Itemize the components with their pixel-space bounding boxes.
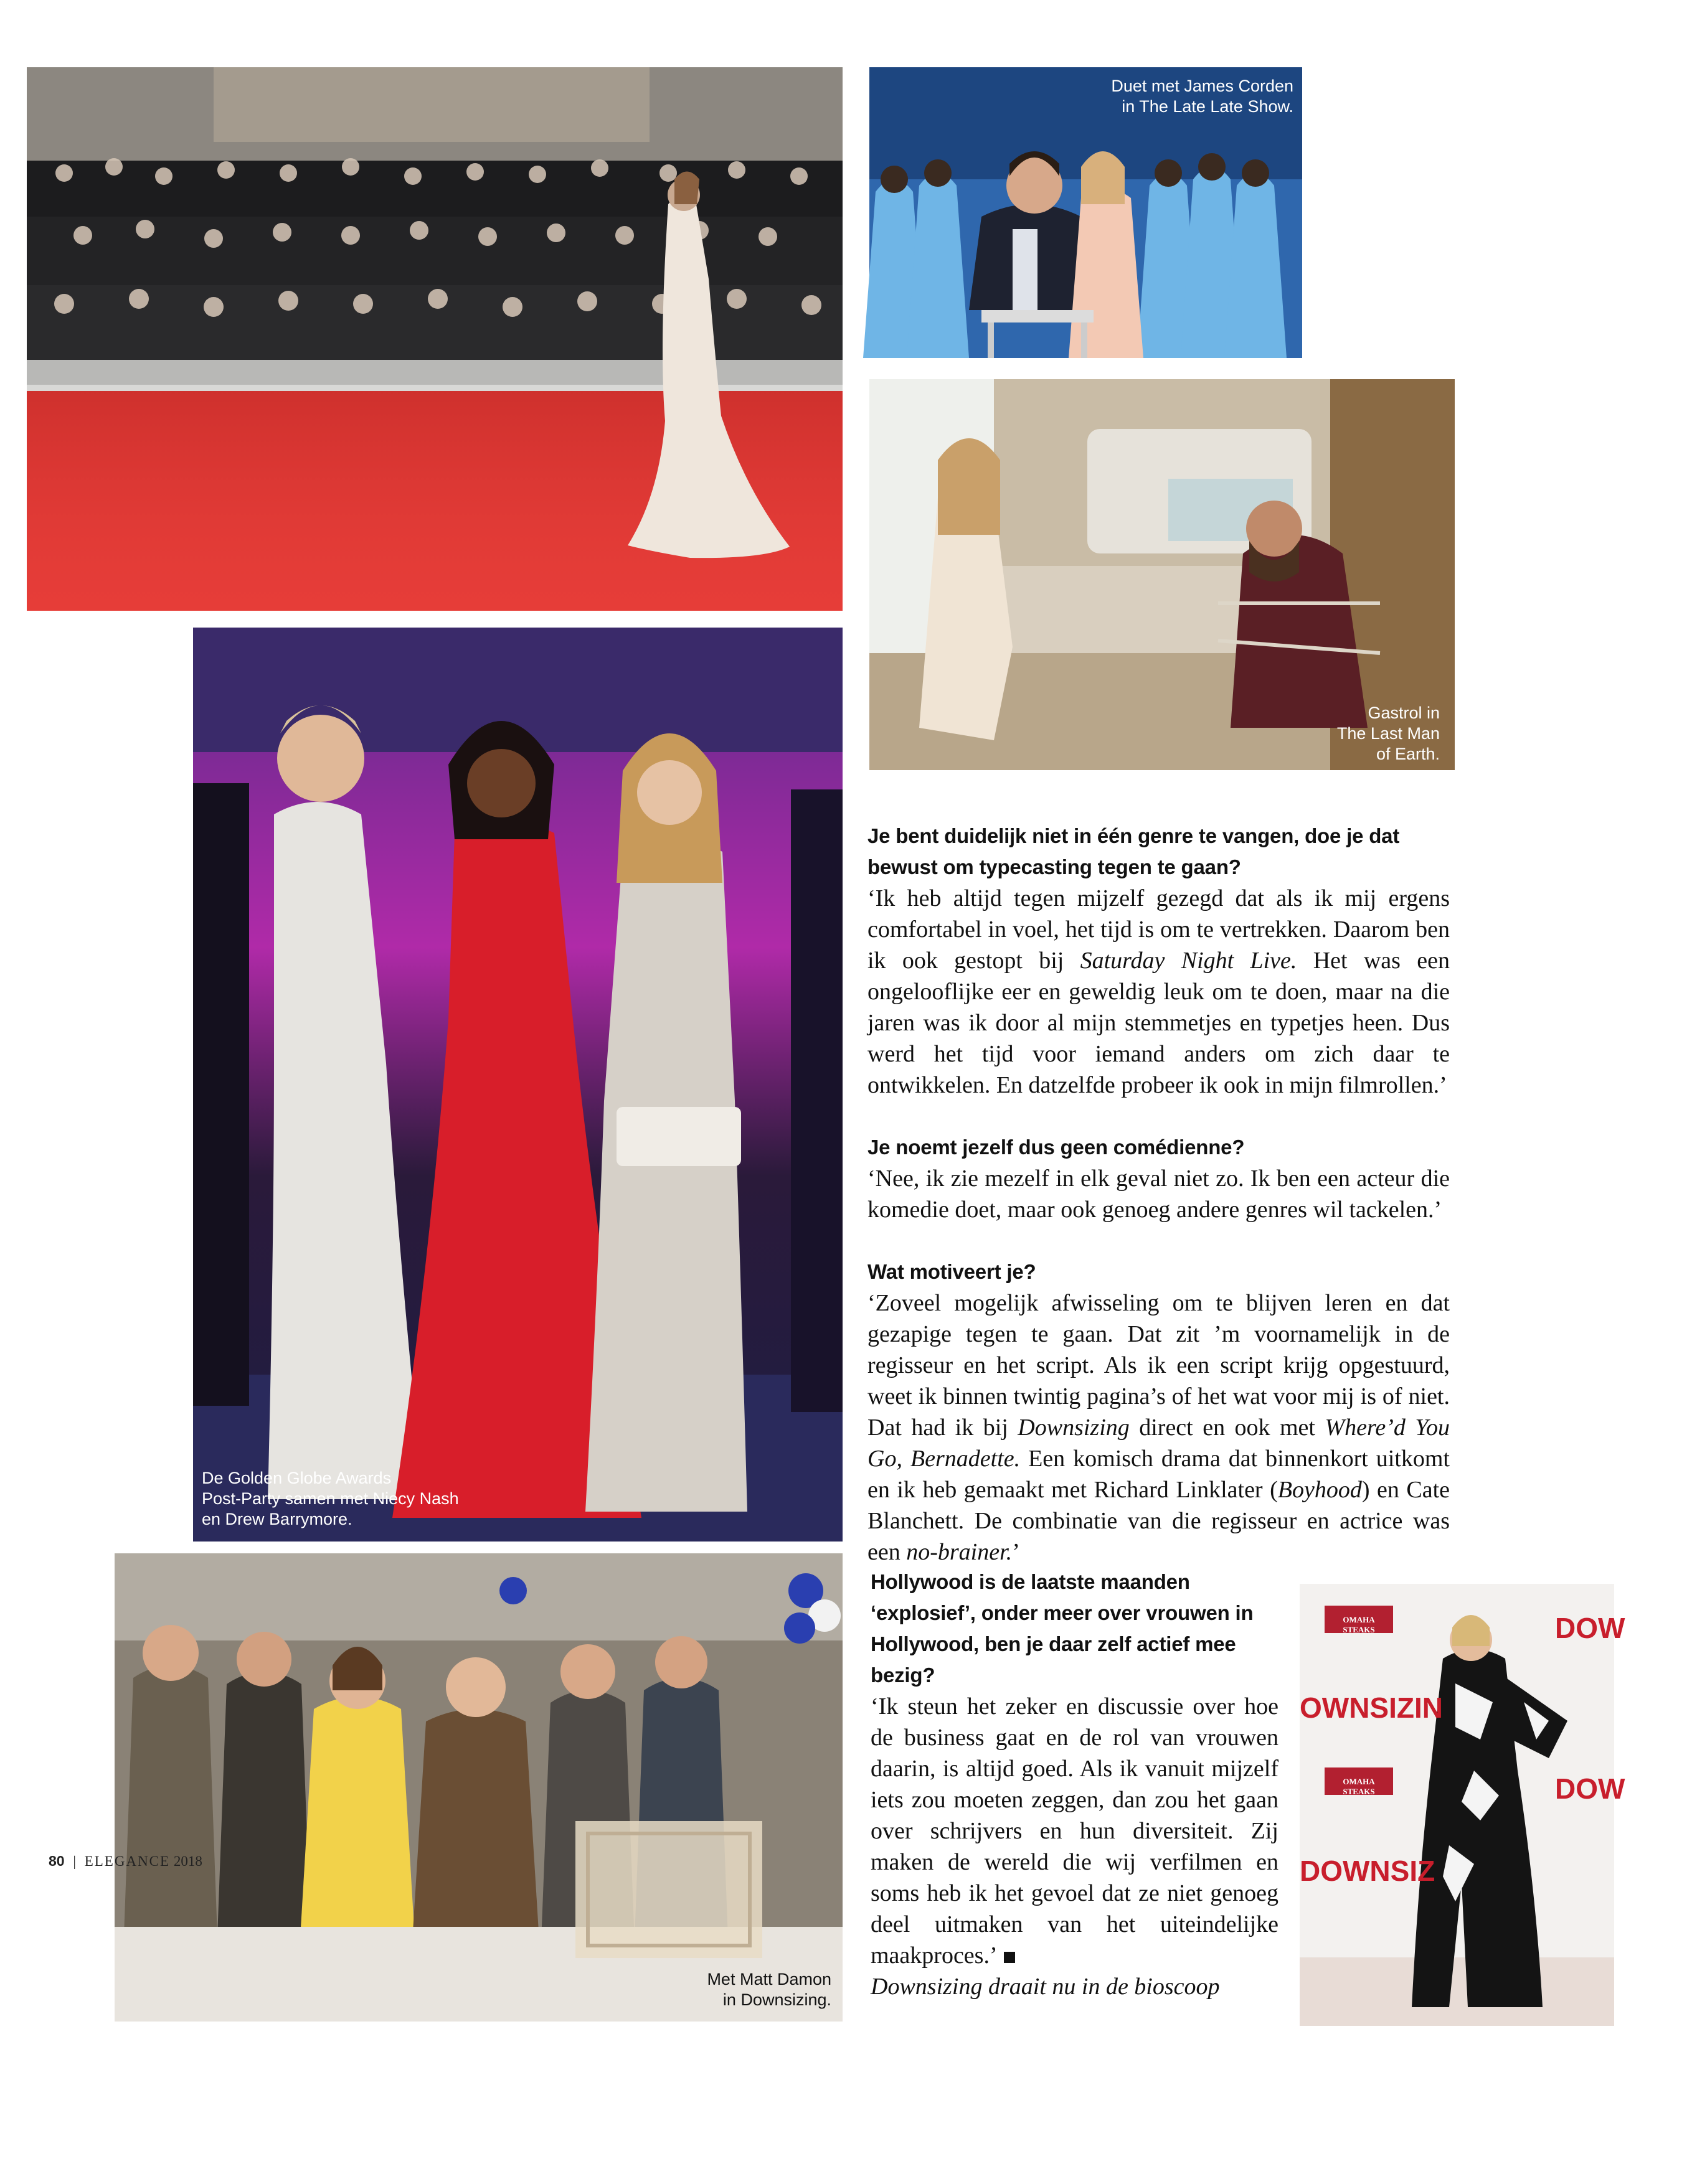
page-folio [49, 1853, 202, 1870]
question-3: Wat motiveert je? [867, 1260, 1036, 1283]
folio-separator: | [73, 1853, 76, 1869]
caption-corden: Duet met James Corden in The Late Late Show. [1111, 77, 1293, 116]
question-4: Hollywood is de laatste maanden ‘explosief’, onder meer over vrouwen in Hollywood, ben je daar zelf actief mee bezig? [871, 1570, 1254, 1687]
sponsor-logo-2: OMAHA STEAKS [1343, 1777, 1375, 1796]
end-mark [1004, 1952, 1015, 1963]
answer-1: ‘Ik heb altijd tegen mijzelf gezegd dat als ik mij ergens comfortabel in voel, het tijd is om te vertrekken. Daarom ben ik ook gestopt bij Saturday Night Live. Het was een ongelooflijke eer en geweldig leuk om te doen, maar na die jaren was ik door al mijn stemmetjes en typetjes heen. Dus werd het tijd voor iemand anders om zich daar te ontwikkelen. En datzelfde probeer ik ook in mijn filmrollen.’ [867, 885, 1450, 1098]
magazine-name: ELEGANCE [84, 1853, 171, 1869]
interview-column-lower [871, 1566, 1278, 2002]
photo-red-carpet [27, 67, 843, 611]
answer-3: ‘Zoveel mogelijk afwisseling om te blijven leren en dat gezapige tegen te gaan. Dat zit ’m voornamelijk in de regisseur en het script. Als ik een script krijg opgestuurd, weet ik binnen twintig pagina’s of het wat voor mij is of niet. Dat had ik bij Downsizing direct en ook met Where’d You Go, Bernadette. Een komisch drama dat binnenkort uitkomt en ik heb gemaakt met Richard Linklater (Boyhood) en Cate Blanchett. De combinatie van die regisseur en actrice was een no-brainer.’ [867, 1290, 1450, 1565]
caption-downsizing: Met Matt Damon in Downsizing. [707, 1970, 831, 2009]
photo-premiere [1300, 1584, 1625, 2026]
caption-golden-globe: De Golden Globe Awards Post-Party samen met Niecy Nash en Drew Barrymore. [202, 1469, 459, 1528]
answer-4: ‘Ik steun het zeker en discussie over hoe de business gaat en de rol van vrouwen daarin, is altijd goed. Als ik vanuit mijzelf iets zou moeten zeggen, dan zou het gaan over schrijvers en hun diversiteit. Zij maken de wereld die wij verfilmen en soms heb ik het gevoel dat ze niet genoeg deel uitmaken van het uiteindelijke maakproces.’ [871, 1693, 1278, 1969]
interview-column-upper [867, 821, 1450, 1568]
backdrop-text-2: OWNSIZIN [1300, 1692, 1443, 1724]
sponsor-logo-1: OMAHA STEAKS [1343, 1615, 1375, 1634]
backdrop-text-1: DOW [1555, 1612, 1625, 1644]
magazine-year: 2018 [173, 1853, 202, 1869]
photo-downsizing [115, 1553, 843, 2022]
page-number: 80 [49, 1853, 65, 1869]
photo-golden-globe [193, 628, 843, 1542]
caption-last-man: Gastrol in The Last Man of Earth. [1336, 704, 1440, 763]
closing-note: Downsizing draait nu in de bioscoop [871, 1974, 1220, 2000]
answer-2: ‘Nee, ik zie mezelf in elk geval niet zo. Ik ben een acteur die komedie doet, maar ook genoeg andere genres wil tackelen.’ [867, 1165, 1450, 1223]
backdrop-text-3: DOW [1555, 1772, 1625, 1805]
backdrop-text-4: DOWNSIZ [1300, 1855, 1435, 1887]
photo-corden-duet [869, 67, 1302, 358]
question-1: Je bent duidelijk niet in één genre te vangen, doe je dat bewust om typecasting tegen te gaan? [867, 824, 1400, 878]
photo-last-man [869, 379, 1455, 770]
question-2: Je noemt jezelf dus geen comédienne? [867, 1136, 1245, 1159]
